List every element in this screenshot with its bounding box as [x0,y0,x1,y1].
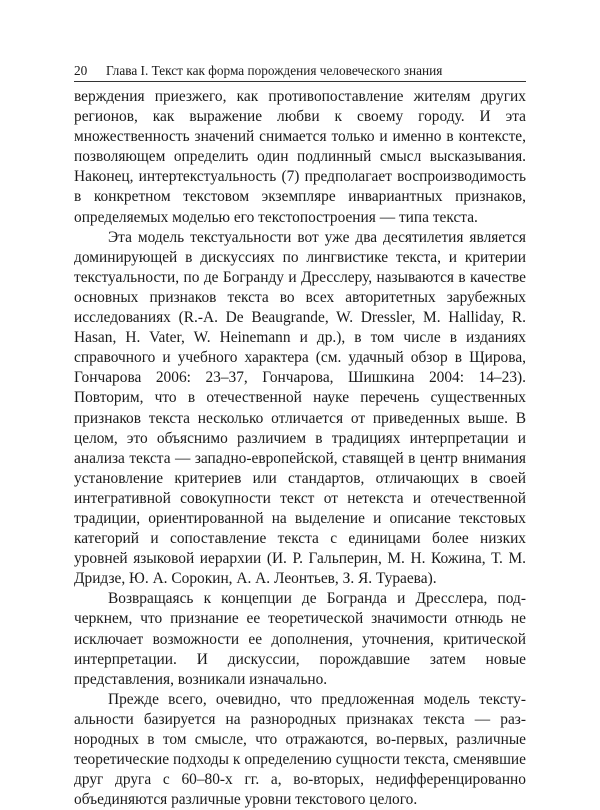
header-rule [74,81,526,82]
paragraph-heterogeneous-features: Прежде всего, очевидно, что предложенная модель текстуальности базируется на разнородных признаках текста — разнородных в том смысле, что отражаются, во-первых, различные теоретические подходы к определению сущности текста, сменявшие друг друга с 60–80-х гг. а, во-вторых, недифференцированно объединяются различные уровни текстового целого. [74,690,526,809]
paragraph-continuation: верждения приезжего, как противопоставление жителям других регионов, как выражение любви к своему городу. И эта множественность значений снимается только и именно в контексте, позволяющем определить один подлинный смысл высказывания. Наконец, интертекстуальность (7) предполагает воспроизводимость в конкретном текстовом экземпляре инвариантных признаков, определяемых моделью его текстопостроения — типа текста. [74,88,526,226]
body-text [74,87,526,810]
paragraph-beaugrande-concept: Возвращаясь к концепции де Богранда и Дресслера, подчеркнем, что признание ее теоретической значимости отнюдь не исключает возможности ее дополнения, уточнения, критической интерпретации. И дискуссии, порождавшие затем новые представления, возникали изначально. [74,590,526,688]
chapter-title: Глава I. Текст как форма порождения человеческого знания [106,63,443,78]
page-number: 20 [74,63,88,78]
paragraph-textuality-model: Эта модель текстуальности вот уже два десятилетия является доминирующей в дискуссиях по лингвистике текста, и критерии текстуальности, по де Богранду и Дресслеру, называются в качестве основных признаков текста во всех авторитетных зарубежных исследованиях (R.-A. De Beaugrande, W. Dressler, M. Halliday, R. Hasan, H. Vater, W. Heinemann и др.), в том числе в изданиях справочного и учебного характера (см. удачный обзор в Щирова, Гончарова 2006: 23–37, Гончарова, Шишкина 2004: 14–23). Повторим, что в отечественной науке перечень существенных признаков текста несколько отличается от приведенных выше. В целом, это объяснимо различием в традициях интерпретации и анализа текста — западно-европейской, ставящей в центр внимания установление критериев или стандартов, отличающих в своей интегративной совокупности текст от нетекста и отечественной традиции, ориентированной на выделение и описание текстовых категорий и сопоставление текста с единицами более низких уровней языковой иерархии (И. Р. Гальперин, М. Н. Кожина, Т. М. Дридзе, Ю. А. Сорокин, А. А. Леонтьев, З. Я. Тураева). [74,228,526,588]
running-head [74,62,526,80]
